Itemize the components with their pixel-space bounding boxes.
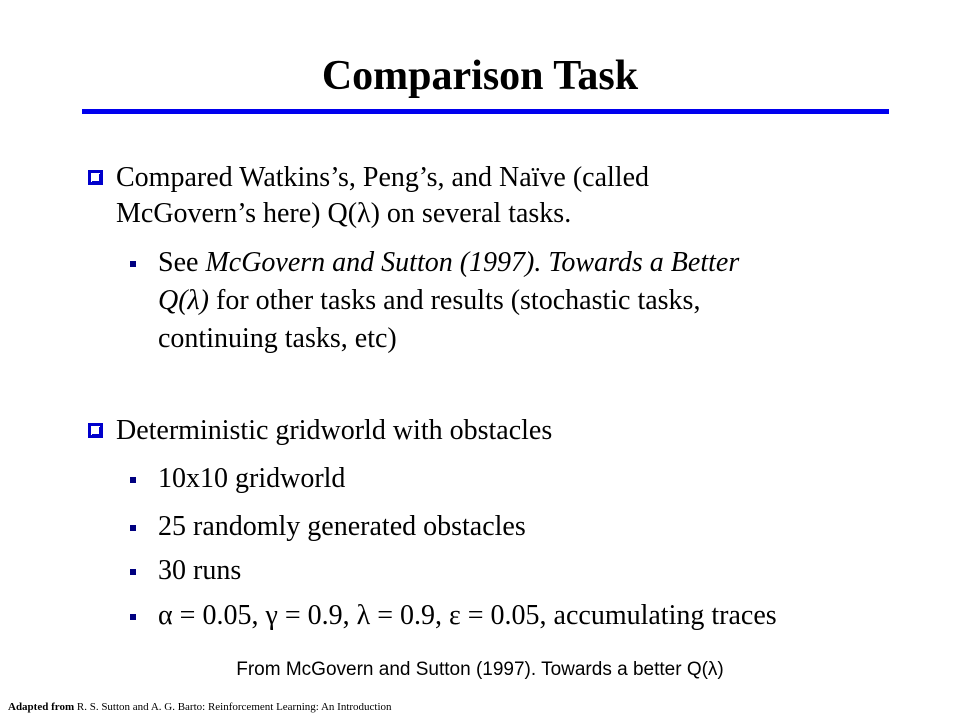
footer-bold: Adapted from bbox=[8, 701, 75, 713]
reference-citation-q-lambda: Q(λ) bbox=[158, 285, 209, 316]
footer-rest: R. S. Sutton and A. G. Barto: Reinforcement Learning: An Introduction bbox=[74, 701, 392, 713]
checkbox-bullet-icon bbox=[88, 170, 103, 185]
square-bullet-icon bbox=[130, 569, 136, 575]
square-bullet-icon bbox=[130, 261, 136, 267]
sub-bullet-reference bbox=[130, 244, 890, 358]
main-bullet-2 bbox=[88, 413, 908, 451]
sub-bullet-reference-line-3: continuing tasks, etc) bbox=[158, 323, 397, 354]
sub-bullet-parameters: α = 0.05, γ = 0.9, λ = 0.9, ε = 0.05, accumulating traces bbox=[130, 597, 890, 635]
reference-prefix: See bbox=[158, 247, 206, 278]
main-bullet-1-line-1: Compared Watkins’s, Peng’s, and Naïve (called bbox=[116, 162, 649, 193]
title-underline bbox=[82, 109, 889, 114]
main-bullet-2-text: Deterministic gridworld with obstacles bbox=[116, 415, 553, 446]
sub-bullet-obstacles: 25 randomly generated obstacles bbox=[130, 508, 890, 546]
square-bullet-icon bbox=[130, 477, 136, 483]
sub-bullet-runs: 30 runs bbox=[130, 552, 890, 590]
reference-rest: for other tasks and results (stochastic tasks, bbox=[209, 285, 701, 316]
slide-title: Comparison Task bbox=[321, 53, 639, 99]
source-caption: From McGovern and Sutton (1997). Towards a better Q(λ) bbox=[236, 659, 724, 680]
main-bullet-1 bbox=[88, 160, 908, 236]
footer-attribution bbox=[8, 700, 392, 714]
sub-bullet-reference-line-2 bbox=[158, 282, 898, 320]
square-bullet-icon bbox=[130, 525, 136, 531]
sub-bullet-reference-line-1 bbox=[158, 244, 898, 282]
sub-bullet-gridworld-size: 10x10 gridworld bbox=[130, 460, 890, 498]
main-bullet-1-line-2: McGovern’s here) Q(λ) on several tasks. bbox=[116, 198, 572, 229]
checkbox-bullet-icon bbox=[88, 423, 103, 438]
square-bullet-icon bbox=[130, 614, 136, 620]
reference-citation: McGovern and Sutton (1997). Towards a Better bbox=[205, 247, 740, 278]
